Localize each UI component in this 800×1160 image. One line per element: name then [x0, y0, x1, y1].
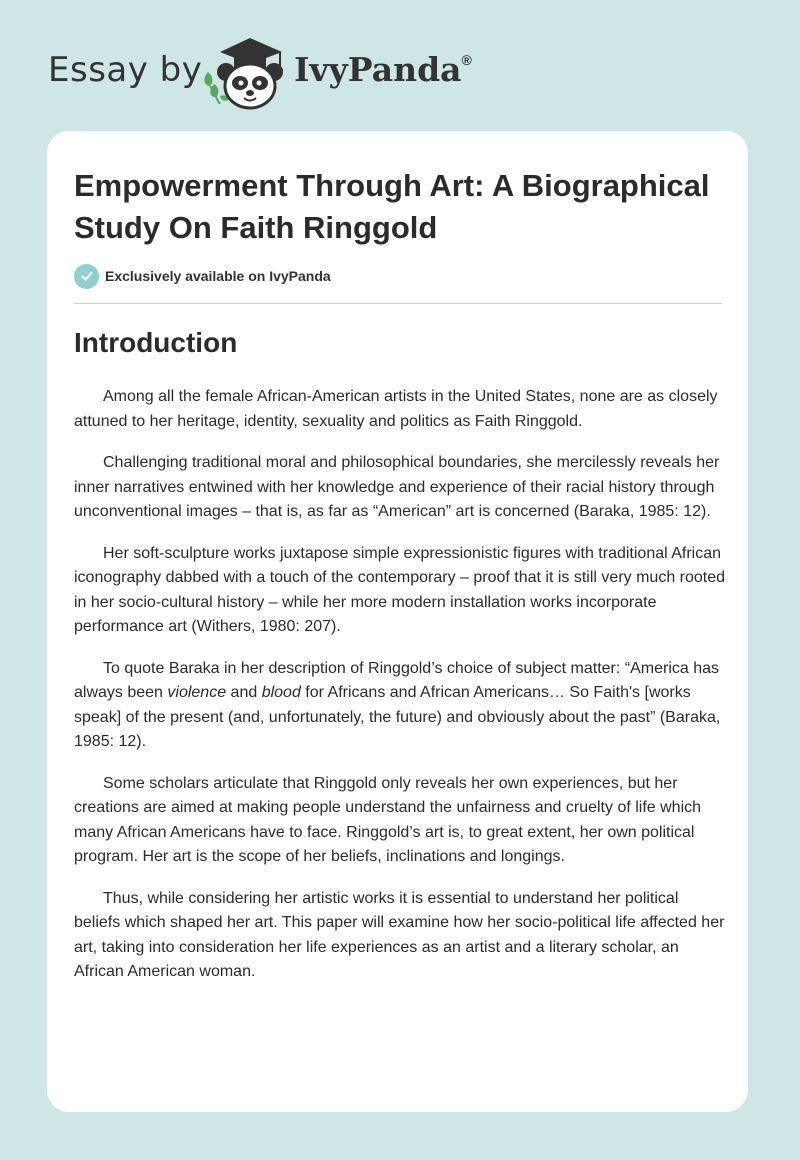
panda-logo-icon[interactable] — [200, 36, 290, 110]
body-paragraph — [74, 385, 726, 434]
check-icon — [74, 264, 99, 289]
paragraph-text: Challenging traditional moral and philosophical boundaries, she mercilessly reveals her inner narratives entwined with her knowledge and experience of their racial history through unconventional images – that is, as far as “American” art is concerned (Baraka, 1985: 12). — [74, 454, 720, 520]
paragraph-text: for Africans and African Americans… So Faith's [works speak] of the present (and, unfortunately, the future) and obviously about the past” (Baraka, 1985: 12). — [74, 684, 721, 750]
emphasis-text: violence — [167, 684, 227, 701]
essay-card — [47, 131, 748, 1112]
divider — [74, 303, 722, 304]
essay-body — [74, 385, 726, 1002]
body-paragraph — [74, 657, 726, 755]
essay-by-label: Essay by — [48, 50, 203, 90]
paragraph-text: and — [226, 684, 262, 701]
exclusive-label: Exclusively available on IvyPanda — [105, 268, 331, 284]
body-paragraph — [74, 887, 726, 985]
emphasis-text: blood — [261, 684, 301, 701]
brand-name[interactable] — [294, 50, 472, 89]
site-header — [0, 0, 800, 120]
paragraph-text: Some scholars articulate that Ringgold only reveals her own experiences, but her creations are aimed at making people understand the unfairness and cruelty of life which many African Americans have to face. Ringgold’s art is, to great extent, her own political program. Her art is the scope of her beliefs, inclinations and longings. — [74, 774, 702, 865]
paragraph-text: Her soft-sculpture works juxtapose simple expressionistic figures with traditional African iconography dabbed with a touch of the contemporary – proof that it is still very much rooted in her socio-cultural history – while her more modern installation works incorporate performance art (Withers, 1980: 207). — [74, 544, 726, 635]
paragraph-text: To quote Baraka in her description of Ringgold’s choice of subject matter: “America has always been — [74, 659, 720, 701]
body-paragraph — [74, 772, 726, 870]
registered-mark: ® — [461, 52, 472, 68]
body-paragraph — [74, 542, 726, 640]
exclusive-badge — [74, 263, 331, 289]
section-heading: Introduction — [74, 327, 238, 358]
essay-title: Empowerment Through Art: A Biographical Study On Faith Ringgold — [74, 168, 710, 245]
body-paragraph — [74, 451, 726, 525]
paragraph-text: Thus, while considering her artistic works it is essential to understand her political beliefs which shaped her art. This paper will examine how her socio-political life affected her art, taking into consideration her life experiences as an artist and a literary scholar, an African American woman. — [74, 889, 725, 980]
brand-label: IvyPanda — [294, 50, 462, 89]
paragraph-text: Among all the female African-American artists in the United States, none are as closely attuned to her heritage, identity, sexuality and politics as Faith Ringgold. — [74, 388, 718, 430]
